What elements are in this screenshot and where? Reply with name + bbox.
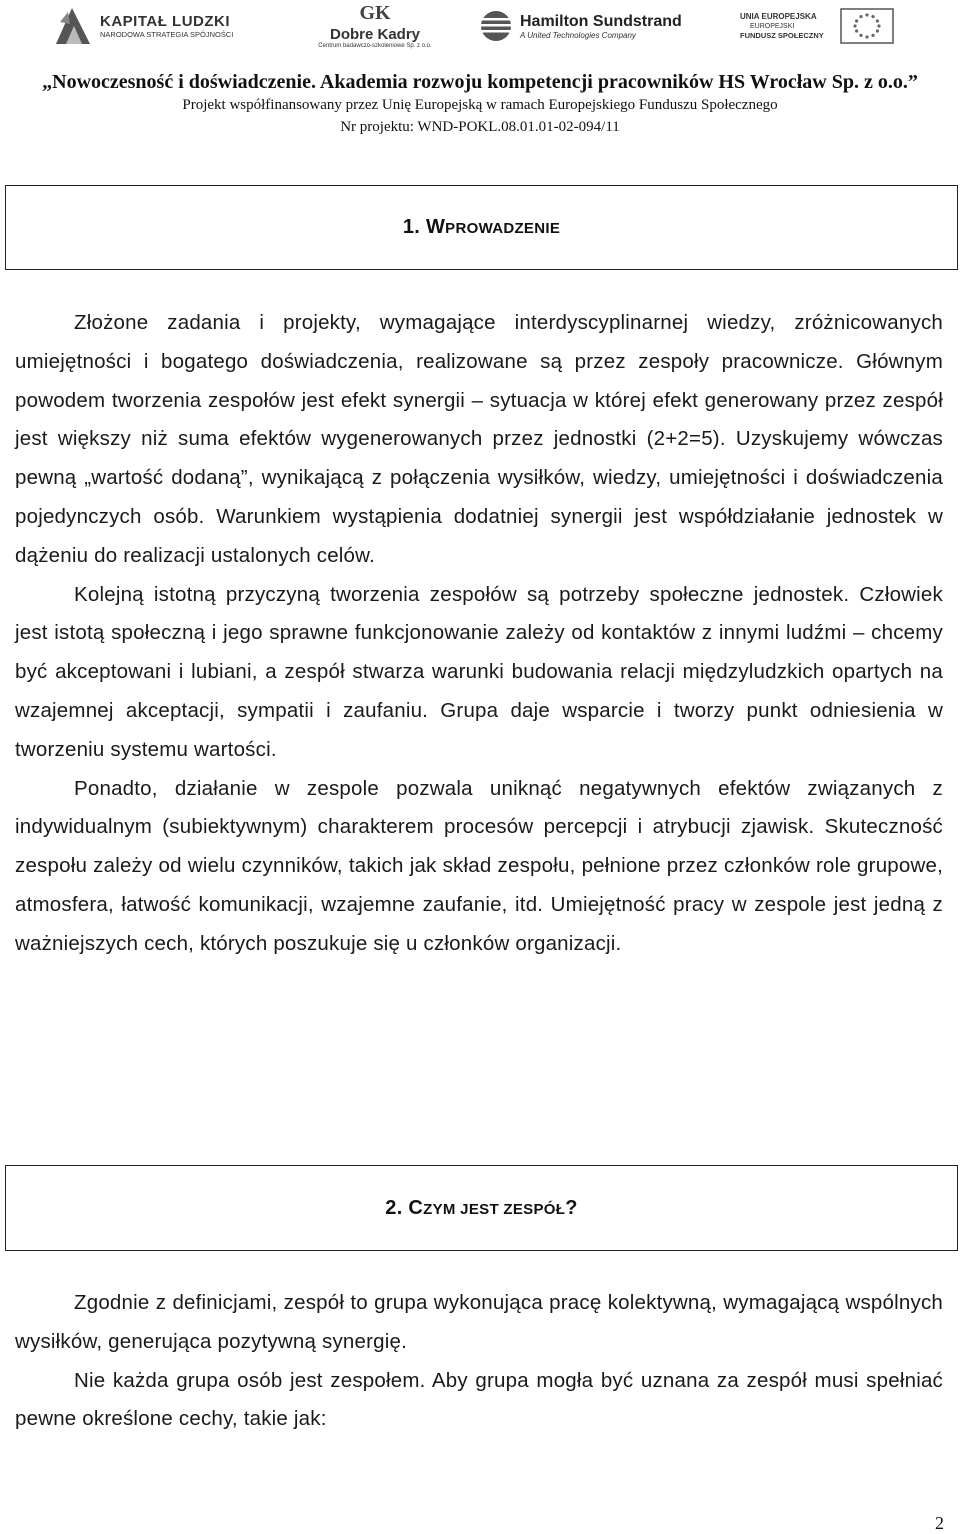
page-number: 2 — [935, 1513, 944, 1533]
dobre-kadry-logo — [305, 4, 445, 48]
logo-bar — [0, 0, 960, 60]
gk-monogram-icon — [355, 2, 395, 22]
dobre-kadry-subtitle: Centrum badawczo-szkoleniowe Sp. z o.o. — [318, 43, 432, 49]
project-funding-line: Projekt współfinansowany przez Unię Europejską w ramach Europejskiego Funduszu Społecznego — [182, 97, 778, 113]
project-title: „Nowoczesność i doświadczenie. Akademia rozwoju kompetencji pracowników HS Wrocław Sp. z o.o.” — [42, 71, 918, 93]
hamilton-title: Hamilton Sundstrand — [520, 12, 682, 30]
kapital-ludzki-emblem-icon — [52, 4, 94, 48]
eu-flag-icon — [840, 8, 894, 44]
section-2-heading — [385, 1197, 577, 1220]
section-2-heading-box — [5, 1165, 958, 1251]
section-2-body — [15, 1284, 943, 1439]
hamilton-subtitle: A United Technologies Company — [520, 30, 636, 40]
project-number: Nr projektu: WND-POKL.08.01.01-02-094/11 — [340, 119, 620, 135]
section-2-paragraph: Zgodnie z definicjami, zespół to grupa wykonująca pracę kolektywną, wymagającą wspólnych wysiłków, generująca pozytywną synergię. — [15, 1291, 943, 1353]
section-1-body — [15, 304, 943, 964]
kapital-ludzki-logo — [52, 4, 252, 48]
section-1-heading-box — [5, 185, 958, 270]
section-2-paragraph: Nie każda grupa osób jest zespołem. Aby grupa mogła być uznana za zespół musi spełniać pewne określone cechy, takie jak: — [15, 1368, 943, 1431]
section-1-paragraph: Kolejną istotną przyczyną tworzenia zespołów są potrzeby społeczne jednostek. Człowiek jest istotą społeczną i jego sprawne funkcjonowanie zależy od kontaktów z innymi ludźmi – chcemy być akceptowani i lubiani, a zespół stwarza warunki budowania relacji międzyludzkich opartych na wzajemnej akceptacji, sympatii i zaufaniu. Grupa daje wsparcie i tworzy punkt odniesienia w tworzeniu systemu wartości. — [15, 582, 943, 761]
hamilton-globe-icon — [478, 8, 514, 44]
section-2-heading-rest: ZYM JEST ZESPÓŁ — [423, 1200, 566, 1218]
project-header — [0, 70, 960, 138]
section-2-heading-num: 2. C — [385, 1196, 424, 1219]
section-1-heading — [403, 216, 560, 239]
eu-fund-logo — [740, 4, 915, 48]
kapital-ludzki-title: KAPITAŁ LUDZKI — [100, 13, 231, 30]
hamilton-sundstrand-logo — [478, 4, 718, 48]
eu-line-1: UNIA EUROPEJSKA — [740, 11, 817, 21]
svg-text:GK: GK — [359, 2, 391, 22]
eu-line-3: FUNDUSZ SPOŁECZNY — [740, 30, 824, 40]
section-2-heading-end: ? — [565, 1196, 578, 1219]
dobre-kadry-title: Dobre Kadry — [329, 26, 421, 43]
section-1-paragraph: Ponadto, działanie w zespole pozwala uniknąć negatywnych efektów związanych z indywidualnym (subiektywnym) charakterem procesów percepcji i atrybucji zjawisk. Skuteczność zespołu zależy od wielu czynników, takich jak skład zespołu, pełnione przez członków role grupowe, atmosfera, łatwość komunikacji, wzajemne zaufanie, itd. Umiejętność pracy w zespole jest jedną z ważniejszych cech, których poszukuje się u członków organizacji. — [15, 776, 943, 955]
eu-line-2: EUROPEJSKI — [750, 22, 795, 30]
section-1-heading-rest: PROWADZENIE — [445, 220, 561, 237]
section-1-paragraph: Złożone zadania i projekty, wymagające interdyscyplinarnej wiedzy, zróżnicowanych umiejętności i bogatego doświadczenia, realizowane są przez zespoły pracownicze. Głównym powodem tworzenia zespołów jest efekt synergii – sytuacja w której efekt generowany przez zespół jest większy niż suma efektów wygenerowanych przez jednostki (2+2=5). Uzyskujemy wówczas pewną „wartość dodaną”, wynikającą z połączenia wysiłków, wiedzy, umiejętności i doświadczenia pojedynczych osób. Warunkiem wystąpienia dodatniej synergii jest współdziałanie jednostek w dążeniu do realizacji ustalonych celów. — [15, 311, 943, 567]
section-1-heading-num: 1. W — [402, 216, 446, 238]
kapital-ludzki-subtitle: NARODOWA STRATEGIA SPÓJNOŚCI — [100, 30, 234, 39]
